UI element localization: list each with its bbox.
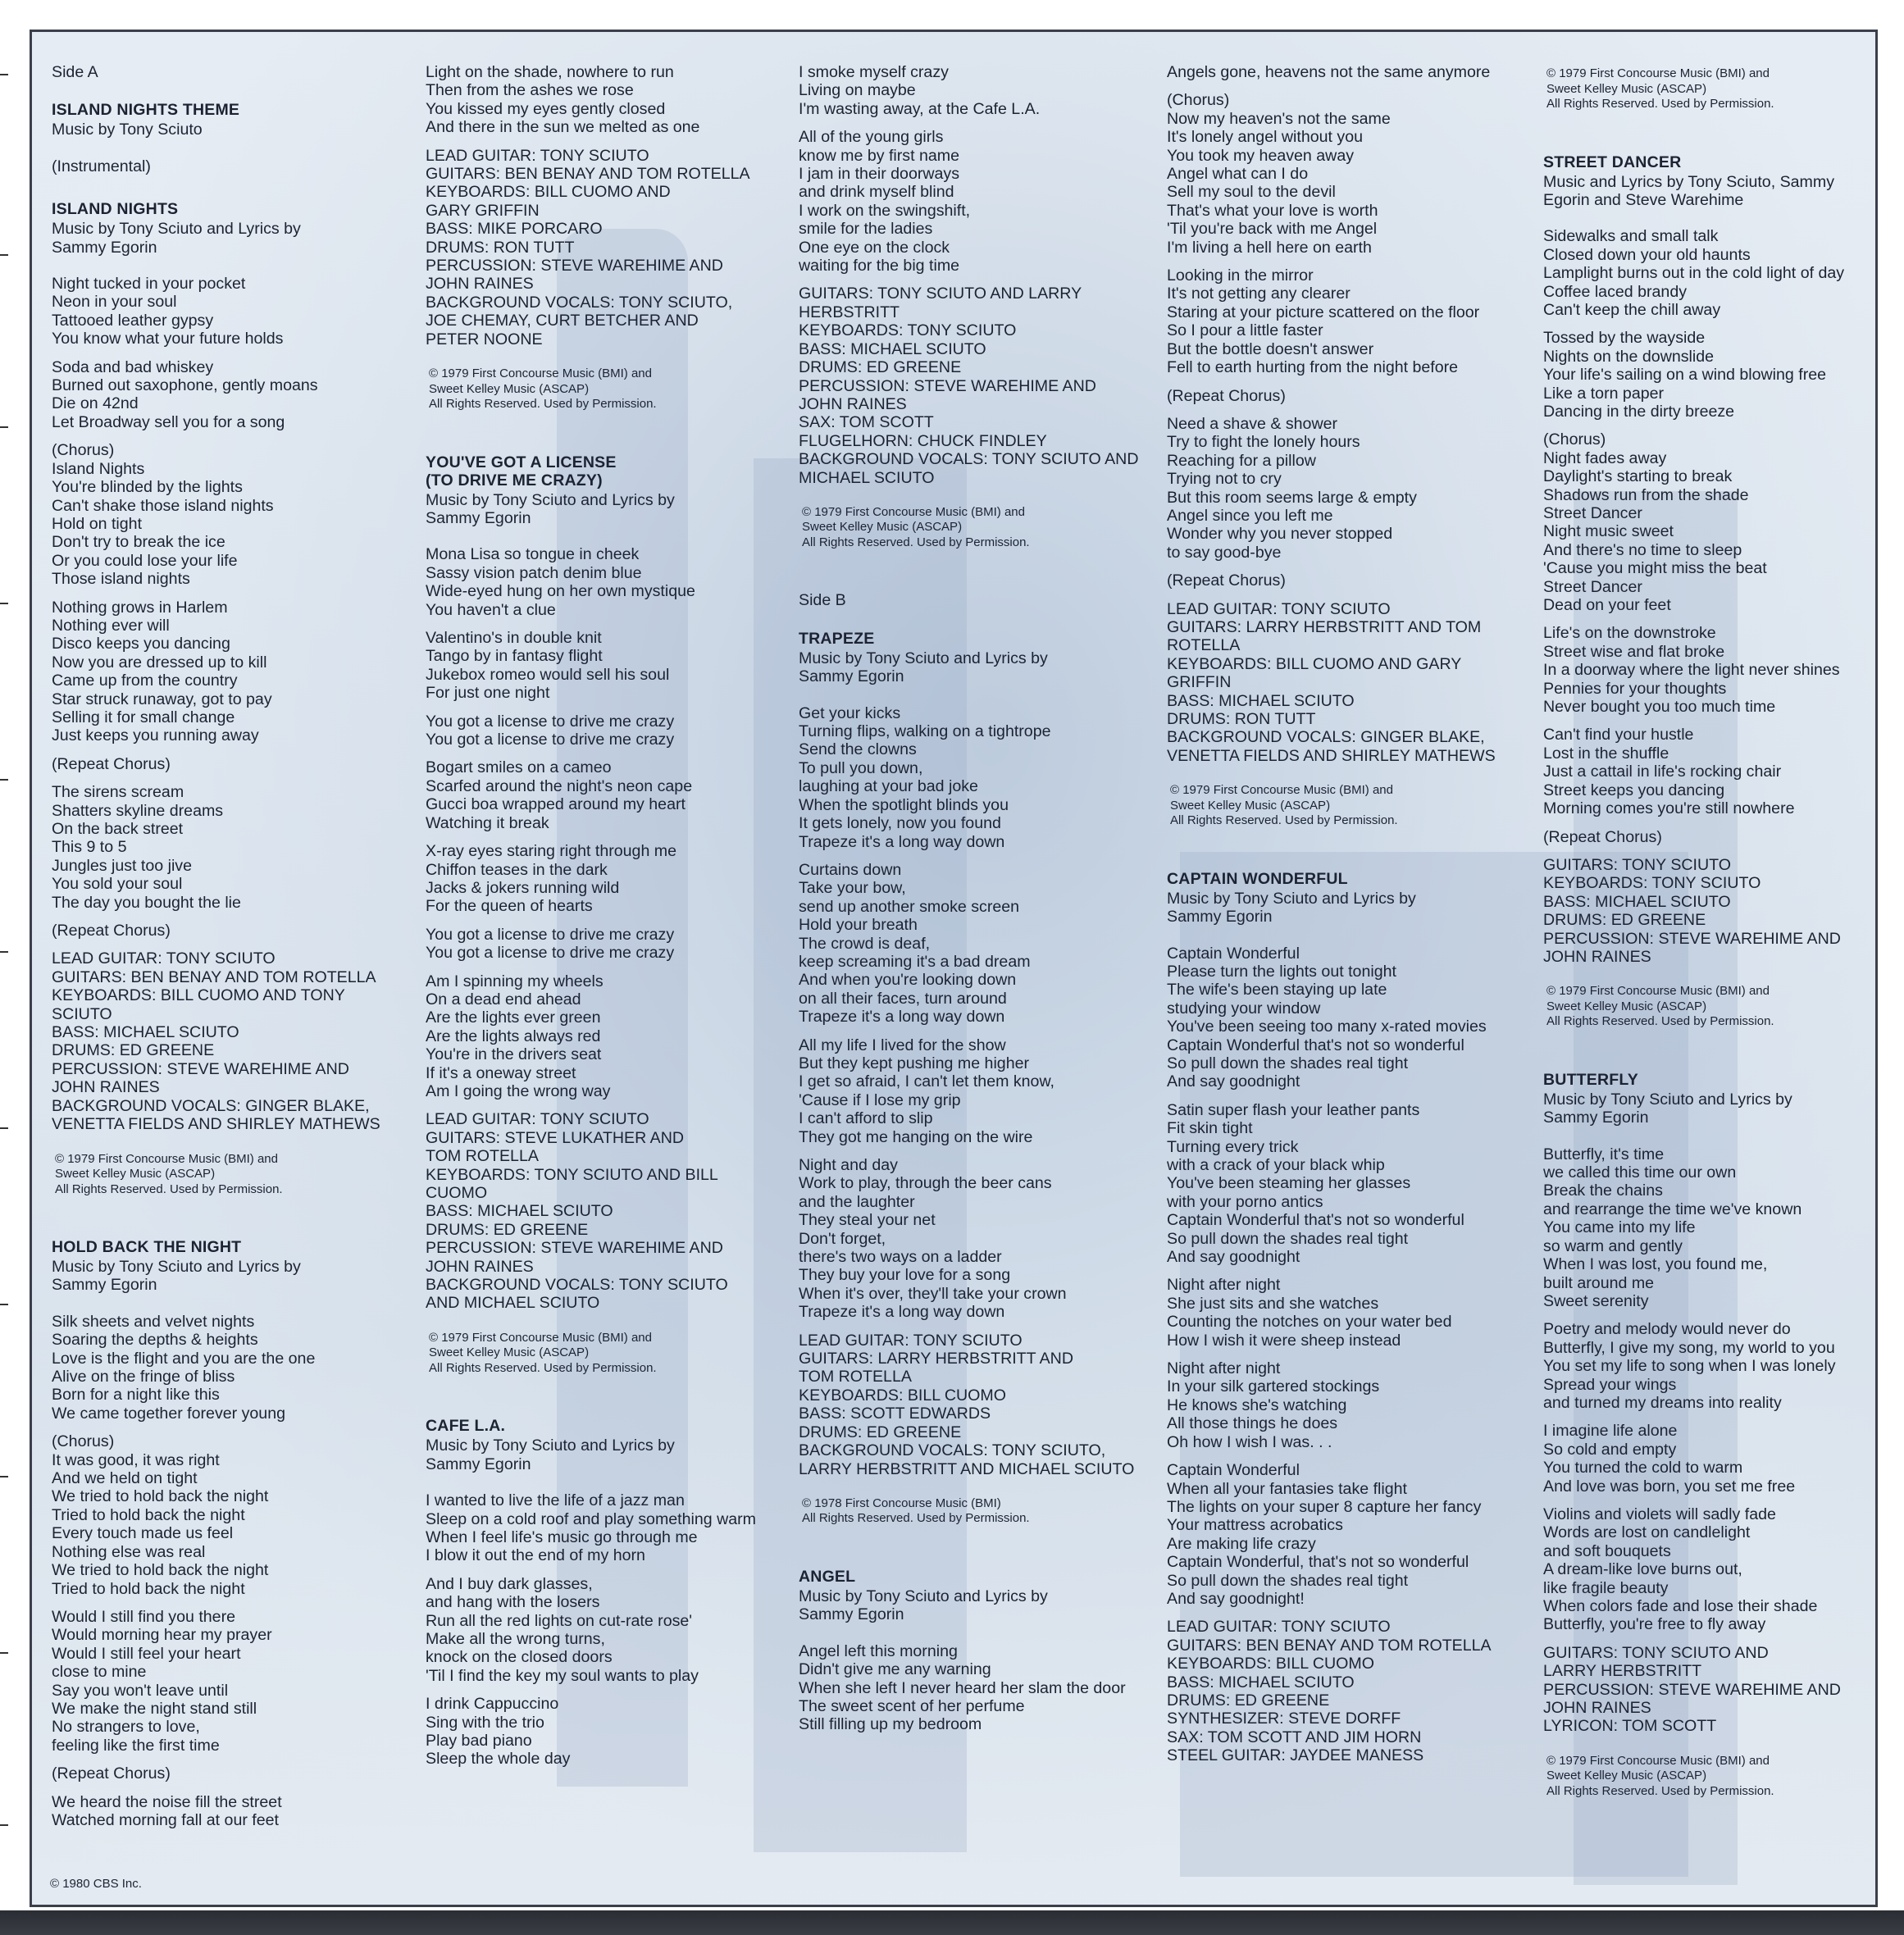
lyric-stanza: Mona Lisa so tongue in cheek Sassy vision patch denim blue Wide-eyed hung on her own mystique You haven't a clue xyxy=(426,545,695,619)
lyric-stanza: Life's on the downstroke Street wise and flat broke In a doorway where the light never shines Pennies for your thoughts Never bought you too much time xyxy=(1543,624,1840,717)
musician-credits: LEAD GUITAR: TONY SCIUTO GUITARS: BEN BENAY AND TOM ROTELLA KEYBOARDS: BILL CUOMO BASS: MICHAEL SCIUTO DRUMS: ED GREENE SYNTHESIZER: STEVE DORFF SAX: TOM SCOTT AND JIM HORN STEEL GUITAR: JAYDEE MANESS xyxy=(1167,1618,1492,1765)
lyric-stanza: (Repeat Chorus) xyxy=(52,1764,171,1783)
lyric-stanza: Night after night She just sits and she watches Counting the notches on your water bed How I wish it were sheep instead xyxy=(1167,1276,1452,1350)
lyric-stanza: And I buy dark glasses, and hang with the losers Run all the red lights on cut-rate rose' Make all the wrong turns, knock on the closed doors 'Til I find the key my soul wants to play xyxy=(426,1574,699,1685)
lyric-stanza: X-ray eyes staring right through me Chiffon teases in the dark Jacks & jokers running wild For the queen of hearts xyxy=(426,842,677,916)
cbs-copyright: © 1980 CBS Inc. xyxy=(50,1877,142,1891)
lyric-stanza: (Chorus) Night fades away Daylight's starting to break Shadows run from the shade Street Dancer Night music sweet And there's no time to sleep 'Cause you might miss the beat Street Dancer Dead on your feet xyxy=(1543,430,1767,615)
lyric-stanza: You got a license to drive me crazy You got a license to drive me crazy xyxy=(426,712,675,749)
copyright-notice: © 1979 First Concourse Music (BMI) and Sweet Kelley Music (ASCAP) All Rights Reserved. Used by Permission. xyxy=(802,504,1030,549)
margin-tick xyxy=(0,426,8,428)
copyright-notice: © 1978 First Concourse Music (BMI) All Rights Reserved. Used by Permission. xyxy=(802,1496,1030,1526)
copyright-notice: © 1979 First Concourse Music (BMI) and Sweet Kelley Music (ASCAP) All Rights Reserved. Used by Permission. xyxy=(429,367,657,412)
musician-credits: GUITARS: TONY SCIUTO KEYBOARDS: TONY SCIUTO BASS: MICHAEL SCIUTO DRUMS: ED GREENE PERCUSSION: STEVE WAREHIME AND JOHN RAINES xyxy=(1543,855,1841,966)
song-title: ISLAND NIGHTS THEME xyxy=(52,101,240,120)
songwriter-credit: Music by Tony Sciuto and Lyrics by Sammy Egorin xyxy=(799,1587,1048,1624)
lyric-stanza: Captain Wonderful Please turn the lights out tonight The wife's been staying up late studying your window You've been seeing too many x-rated movies Captain Wonderful that's not so wonderful So pull down the shades real tight And say goodnight xyxy=(1167,944,1487,1091)
lyric-stanza: Violins and violets will sadly fade Words are lost on candlelight and soft bouquets A dream-like love burns out, like fragile beauty When colors fade and lose their shade Butterfly, you're free to fly away xyxy=(1543,1505,1818,1634)
song-title: CAFE L.A. xyxy=(426,1417,506,1436)
musician-credits: GUITARS: TONY SCIUTO AND LARRY HERBSTRITT KEYBOARDS: TONY SCIUTO BASS: MICHAEL SCIUTO DRUMS: ED GREENE PERCUSSION: STEVE WAREHIME AND JOHN RAINES SAX: TOM SCOTT FLUGELHORN: CHUCK FINDLEY BACKGROUND VOCALS: TONY SCIUTO AND MICHAEL SCIUTO xyxy=(799,285,1139,487)
songwriter-credit: Music by Tony Sciuto and Lyrics by Sammy Egorin xyxy=(799,649,1048,686)
side-label: Side A xyxy=(52,63,98,81)
margin-tick xyxy=(0,779,8,781)
side-label: Side B xyxy=(799,591,846,610)
song-title: CAPTAIN WONDERFUL xyxy=(1167,869,1348,888)
song-title: ISLAND NIGHTS xyxy=(52,200,179,219)
lyric-stanza: (Chorus) Now my heaven's not the same It's lonely angel without you You took my heaven away Angel what can I do Sell my soul to the devil That's what your love is worth 'Til you're back with me Angel I'm living a hell here on earth xyxy=(1167,91,1391,257)
lyrics-column-2 xyxy=(426,63,786,1778)
musician-credits: LEAD GUITAR: TONY SCIUTO GUITARS: STEVE LUKATHER AND TOM ROTELLA KEYBOARDS: TONY SCIUTO AND BILL CUOMO BASS: MICHAEL SCIUTO DRUMS: ED GREENE PERCUSSION: STEVE WAREHIME AND JOHN RAINES BACKGROUND VOCALS: TONY SCIUTO AND MICHAEL SCIUTO xyxy=(426,1110,728,1313)
lyric-stanza: You got a license to drive me crazy You got a license to drive me crazy xyxy=(426,925,675,963)
copyright-notice: © 1979 First Concourse Music (BMI) and Sweet Kelley Music (ASCAP) All Rights Reserved. Used by Permission. xyxy=(1546,984,1774,1029)
margin-tick xyxy=(0,74,8,75)
lyric-stanza: Night tucked in your pocket Neon in your soul Tattooed leather gypsy You know what your future holds xyxy=(52,275,284,348)
lyric-stanza: (Repeat Chorus) xyxy=(1167,571,1286,590)
margin-tick xyxy=(0,1304,8,1305)
lyric-stanza: (Repeat Chorus) xyxy=(1167,386,1286,405)
songwriter-credit: Music by Tony Sciuto and Lyrics by Sammy Egorin xyxy=(1167,889,1416,927)
songwriter-credit: Music by Tony Sciuto and Lyrics by Sammy Egorin xyxy=(1543,1090,1792,1127)
bottom-edge-strip xyxy=(0,1910,1904,1935)
lyric-stanza: Angels gone, heavens not the same anymore xyxy=(1167,63,1491,81)
margin-tick xyxy=(0,951,8,953)
lyric-stanza: Angel left this morning Didn't give me any warning When she left I never heard her slam the door The sweet scent of her perfume Still filling up my bedroom xyxy=(799,1641,1126,1734)
lyric-stanza: Captain Wonderful When all your fantasies take flight The lights on your super 8 capture her fancy Your mattress acrobatics Are making life crazy Captain Wonderful, that's not so wonderful So pull down the shades real tight And say goodnight! xyxy=(1167,1461,1482,1608)
lyric-stanza: Would I still find you there Would morning hear my prayer Would I still feel your heart close to mine Say you won't leave until We make the night stand still No strangers to love, feeling like the first time xyxy=(52,1607,272,1755)
lyric-stanza: (Chorus) Island Nights You're blinded by the lights Can't shake those island nights Hold on tight Don't try to break the ice Or you could lose your life Those island nights xyxy=(52,441,274,589)
spacer xyxy=(52,185,412,200)
lyric-stanza: Silk sheets and velvet nights Soaring the depths & heights Love is the flight and you are the one Alive on the fringe of bliss Born for a night like this We came together forever young xyxy=(52,1312,316,1423)
songwriter-credit: Music by Tony Sciuto and Lyrics by Sammy Egorin xyxy=(52,220,301,257)
lyrics-column-1 xyxy=(52,63,412,1839)
lyric-stanza: I imagine life alone So cold and empty You turned the cold to warm And love was born, you set me free xyxy=(1543,1422,1796,1496)
lyric-stanza: Butterfly, it's time we called this time our own Break the chains and rearrange the time we've known You came into my life so warm and gently When I was lost, you found me, built around me Sweet serenity xyxy=(1543,1145,1802,1310)
musician-credits: GUITARS: TONY SCIUTO AND LARRY HERBSTRITT PERCUSSION: STEVE WAREHIME AND JOHN RAINES LYRICON: TOM SCOTT xyxy=(1543,1643,1841,1736)
lyric-stanza: Sidewalks and small talk Closed down your old haunts Lamplight burns out in the cold light of day Coffee laced brandy Can't keep the chill away xyxy=(1543,227,1845,319)
musician-credits: LEAD GUITAR: TONY SCIUTO GUITARS: BEN BENAY AND TOM ROTELLA KEYBOARDS: BILL CUOMO AND TONY SCIUTO BASS: MICHAEL SCIUTO DRUMS: ED GREENE PERCUSSION: STEVE WAREHIME AND JOHN RAINES BACKGROUND VOCALS: GINGER BLAKE, VENETTA FIELDS AND SHIRLEY MATHEWS xyxy=(52,949,380,1134)
song-title: STREET DANCER xyxy=(1543,153,1682,171)
lyric-stanza: The sirens scream Shatters skyline dreams On the back street This 9 to 5 Jungles just too jive You sold your soul The day you bought the lie xyxy=(52,783,241,912)
lyric-stanza: Valentino's in double knit Tango by in fantasy flight Jukebox romeo would sell his soul For just one night xyxy=(426,629,670,703)
lyric-stanza: Night after night In your silk gartered stockings He knows she's watching All those things he does Oh how I wish I was. . . xyxy=(1167,1359,1380,1451)
copyright-notice: © 1979 First Concourse Music (BMI) and Sweet Kelley Music (ASCAP) All Rights Reserved. Used by Permission. xyxy=(1546,66,1774,111)
lyric-stanza: All of the young girls know me by first name I jam in their doorways and drink myself blind I work on the swingshift, smile for the ladies One eye on the clock waiting for the big time xyxy=(799,128,971,275)
margin-tick xyxy=(0,1652,8,1654)
lyric-stanza: Am I spinning my wheels On a dead end ahead Are the lights ever green Are the lights always red You're in the drivers seat If it's a oneway street Am I going the wrong way xyxy=(426,972,611,1100)
song-title: TRAPEZE xyxy=(799,629,875,648)
lyric-stanza: I smoke myself crazy Living on maybe I'm wasting away, at the Cafe L.A. xyxy=(799,63,1041,118)
songwriter-credit: Music and Lyrics by Tony Sciuto, Sammy Egorin and Steve Warehime xyxy=(1543,172,1834,209)
copyright-notice: © 1979 First Concourse Music (BMI) and Sweet Kelley Music (ASCAP) All Rights Reserved. Used by Permission. xyxy=(1546,1753,1774,1798)
lyric-stanza: I drink Cappuccino Sing with the trio Play bad piano Sleep the whole day xyxy=(426,1695,571,1769)
lyric-stanza: Looking in the mirror It's not getting any clearer Staring at your picture scattered on the floor So I pour a little faster But the bottle doesn't answer Fell to earth hurting from the night before xyxy=(1167,266,1480,377)
lyric-stanza: Satin super flash your leather pants Fit skin tight Turning every trick with a crack of your black whip You've been steaming her glasses with your porno antics Captain Wonderful that's not so wonderful So pull down the shades real tight And say goodnight xyxy=(1167,1100,1464,1267)
lyrics-column-4 xyxy=(1167,63,1528,1783)
songwriter-credit: Music by Tony Sciuto and Lyrics by Sammy Egorin xyxy=(52,1258,301,1295)
lyric-stanza: (Instrumental) xyxy=(52,157,151,175)
songwriter-credit: Music by Tony Sciuto and Lyrics by Sammy Egorin xyxy=(426,1436,675,1473)
song-title: YOU'VE GOT A LICENSE (TO DRIVE ME CRAZY) xyxy=(426,453,617,489)
margin-tick xyxy=(0,603,8,604)
lyric-stanza: Soda and bad whiskey Burned out saxophone, gently moans Die on 42nd Let Broadway sell you for a song xyxy=(52,357,318,431)
lyric-stanza: Poetry and melody would never do Butterfly, I give my song, my world to you You set my life to song when I was lonely Spread your wings and turned my dreams into reality xyxy=(1543,1320,1836,1412)
copyright-notice: © 1979 First Concourse Music (BMI) and Sweet Kelley Music (ASCAP) All Rights Reserved. Used by Permission. xyxy=(429,1330,657,1375)
margin-tick xyxy=(0,1127,8,1129)
lyric-stanza: I wanted to live the life of a jazz man Sleep on a cold roof and play something warm When I feel life's music go through me I blow it out the end of my horn xyxy=(426,1491,756,1565)
copyright-notice: © 1979 First Concourse Music (BMI) and Sweet Kelley Music (ASCAP) All Rights Reserved. Used by Permission. xyxy=(1170,783,1398,828)
lyrics-column-3 xyxy=(799,63,1159,1744)
lyric-stanza: Tossed by the wayside Nights on the downslide Your life's sailing on a wind blowing free Like a torn paper Dancing in the dirty breeze xyxy=(1543,329,1827,421)
lyric-stanza: (Repeat Chorus) xyxy=(52,922,171,940)
lyric-stanza: Get your kicks Turning flips, walking on a tightrope Send the clowns To pull you down, laughing at your bad joke When the spotlight blinds you It gets lonely, now you found Trapeze it's a long way down xyxy=(799,703,1051,851)
margin-tick xyxy=(0,1476,8,1477)
musician-credits: LEAD GUITAR: TONY SCIUTO GUITARS: LARRY HERBSTRITT AND TOM ROTELLA KEYBOARDS: BILL CUOMO BASS: SCOTT EDWARDS DRUMS: ED GREENE BACKGROUND VOCALS: TONY SCIUTO, LARRY HERBSTRITT AND MICHAEL SCIUTO xyxy=(799,1331,1135,1478)
lyrics-column-5 xyxy=(1543,63,1871,1840)
songwriter-credit: Music by Tony Sciuto xyxy=(52,121,203,139)
song-title: BUTTERFLY xyxy=(1543,1070,1638,1089)
song-title: ANGEL xyxy=(799,1567,856,1586)
lyric-stanza: Nothing grows in Harlem Nothing ever will Disco keeps you dancing Now you are dressed up to kill Came up from the country Star struck runaway, got to pay Selling it for small change Just keeps you running away xyxy=(52,598,272,745)
lyric-stanza: We heard the noise fill the street Watched morning fall at our feet xyxy=(52,1792,282,1829)
lyric-stanza: Bogart smiles on a cameo Scarfed around the night's neon cape Gucci boa wrapped around my heart Watching it break xyxy=(426,758,693,832)
songwriter-credit: Music by Tony Sciuto and Lyrics by Sammy Egorin xyxy=(426,490,675,527)
musician-credits: LEAD GUITAR: TONY SCIUTO GUITARS: BEN BENAY AND TOM ROTELLA KEYBOARDS: BILL CUOMO AND GARY GRIFFIN BASS: MIKE PORCARO DRUMS: RON TUTT PERCUSSION: STEVE WAREHIME AND JOHN RAINES BACKGROUND VOCALS: TONY SCIUTO, JOE CHEMAY, CURT BETCHER AND PETER NOONE xyxy=(426,146,750,348)
lyric-sheet xyxy=(30,30,1878,1907)
lyric-stanza: Can't find your hustle Lost in the shuffle Just a cattail in life's rocking chair Street keeps you dancing Morning comes you're still nowhere xyxy=(1543,726,1795,818)
lyric-stanza: (Chorus) It was good, it was right And we held on tight We tried to hold back the night Tried to hold back the night Every touch made us feel Nothing else was real We tried to hold back the night Tried to hold back the night xyxy=(52,1432,269,1598)
lyric-stanza: (Repeat Chorus) xyxy=(52,754,171,773)
lyric-stanza: (Repeat Chorus) xyxy=(1543,827,1662,846)
musician-credits: LEAD GUITAR: TONY SCIUTO GUITARS: LARRY HERBSTRITT AND TOM ROTELLA KEYBOARDS: BILL CUOMO AND GARY GRIFFIN BASS: MICHAEL SCIUTO DRUMS: RON TUTT BACKGROUND VOCALS: GINGER BLAKE, VENETTA FIELDS AND SHIRLEY MATHEWS xyxy=(1167,599,1496,765)
margin-tick xyxy=(0,1824,8,1826)
margin-tick xyxy=(0,254,8,256)
lyric-stanza: Curtains down Take your bow, send up another smoke screen Hold your breath The crowd is deaf, keep screaming it's a bad dream And when you're looking down on all their faces, turn around Trapeze it's a long way down xyxy=(799,860,1031,1027)
lyric-stanza: All my life I lived for the show But they kept pushing me higher I get so afraid, I can't let them know, 'Cause if I lose my grip I can't afford to slip They got me hanging on the wire xyxy=(799,1036,1054,1146)
lyric-stanza: Need a shave & shower Try to fight the lonely hours Reaching for a pillow Trying not to cry But this room seems large & empty Angel since you left me Wonder why you never stopped to say good-bye xyxy=(1167,414,1417,562)
song-title: HOLD BACK THE NIGHT xyxy=(52,1238,242,1256)
copyright-notice: © 1979 First Concourse Music (BMI) and Sweet Kelley Music (ASCAP) All Rights Reserved. Used by Permission. xyxy=(55,1151,283,1196)
lyric-stanza: Light on the shade, nowhere to run Then from the ashes we rose You kissed my eyes gently closed And there in the sun we melted as one xyxy=(426,63,700,137)
lyric-stanza: Night and day Work to play, through the beer cans and the laughter They steal your net Don't forget, there's two ways on a ladder They buy your love for a song When it's over, they'll take your crown Trapeze it's a long way down xyxy=(799,1156,1067,1322)
